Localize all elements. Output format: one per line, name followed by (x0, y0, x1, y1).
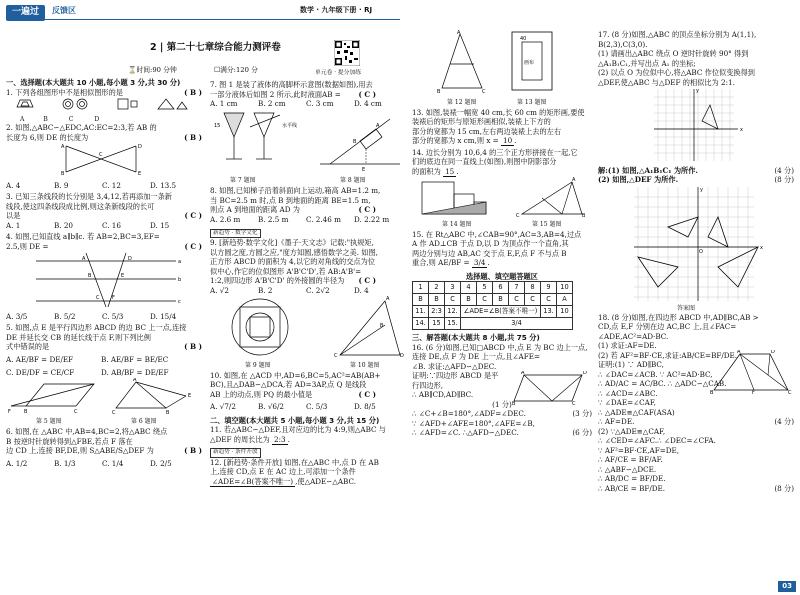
svg-text:F: F (8, 408, 11, 415)
tag-open-condition: 新趋势 · 条件开放 (210, 448, 261, 457)
svg-text:D: D (771, 350, 775, 356)
svg-text:B: B (61, 171, 65, 178)
question-8: 8. 如图,已知梯子沿着斜面向上运动,箱高 AB=1.2 m, 当 BC=2.5 m 时,点 B 到地面的距离 BE=1.5 m, 则点 A 到地面的距离 AD 为 ( C ) A. 2.6 m B. 2.5 m C. 2.46 m D. 2.22 m (210, 186, 390, 224)
question-11: 11. 若△ABC∽△DEF,且对应边的比为 4:9,则△ABC 与 △DEF 的周长比为 2:3 . (210, 425, 386, 444)
svg-text:E: E (121, 273, 125, 280)
question-5: 5. 如图,点 E 是平行四边形 ABCD 的边 BC 上一点,连接 DE 并延长交 CB 的延长线于点 F,则下列比例 式中错误的是 ( B ) A. AE/BF = DE/EF B. AE/BF = BE/EC C. DE/DF = CE/CF D. AB/BF = DE/EF (6, 323, 202, 378)
svg-text:15: 15 (214, 122, 221, 129)
svg-text:B: B (582, 213, 586, 218)
svg-text:C: C (482, 89, 486, 95)
svg-text:a: a (178, 259, 182, 266)
q2-figure (6, 142, 202, 178)
svg-text:C: C (788, 390, 792, 395)
caption-fig6: 第 6 题图 (131, 418, 157, 426)
question-10: 10. 如图,在 △ACD 中,AD=6,BC=5,AC²=AB(AB+ BC),且△DAB∽△DCA,若 AD=3AP,点 Q 是线段 AB 上的动点,则 PQ 的最小值是 ( C ) A. √7/2 B. √6/2 C. 5/3 D. 8/5 (210, 370, 381, 412)
svg-text:D: D (138, 144, 142, 151)
svg-text:B: B (166, 409, 170, 416)
caption-fig15: 第 15 题图 (532, 220, 562, 228)
section-label: 反馈区 (52, 6, 76, 15)
svg-text:A: A (521, 371, 525, 376)
svg-text:E: E (138, 171, 142, 178)
q12-answer[interactable]: ∠ADE=∠B(答案不唯一) (212, 476, 294, 486)
svg-text:D: D (400, 353, 404, 360)
question-9: 新趋势 · 数学文化 9. [新趋势·数学文化]《墨子·天文志》记载:"执规矩, 以方圆之度,方圆之应,"度方知圆,感悟数学之美. 如图, 正方形 ABCD 的面积为 4,以它的对角线的交点为位 似中心,作它的位似图形 A'B'C'D',若 AB:A'B'= 1:2,则四边形 A'B'C'D' 的外接圆的半径为 ( C ) A. √2 B. 2 C. 2√2 D. 4 (210, 230, 378, 295)
q9-q10-figures (210, 295, 406, 359)
section-choice-heading: 一、选择题(本大题共 10 小题,每小题 3 分,共 30 分) (6, 78, 181, 87)
svg-text:40: 40 (520, 36, 527, 42)
svg-text:水平线: 水平线 (282, 122, 298, 129)
q18-figure (710, 350, 794, 394)
question-3: 3. 已知三条线段的长分别是 3,4,12,若再添加一条新 线段,使这四条线段成比例,则这条新线段的长可 以是 ( C ) A. 1 B. 20 C. 16 D. 15 (6, 192, 202, 230)
answer-sheet-numbers: 1 2 3 4 5 6 7 8 9 10 (413, 282, 573, 294)
svg-text:A: A (386, 296, 390, 303)
svg-text:D: D (583, 371, 587, 376)
q2-options: A. 4 B. 9 C. 12 D. 13.5 (6, 180, 177, 190)
caption-fig5: 第 5 题图 (36, 418, 62, 426)
question-6: 6. 如图,在 △ABC 中,AB=4,BC=2,将△ABC 绕点 B 按逆时针旋转得到△FBE,若点 F 落在 边 CD 上,连接 BF,DE,则 S△ABE/S△DEF 为 ( B ) A. 1/2 B. 1/3 C. 1/4 D. 2/5 (6, 427, 202, 468)
unit-note: 单元卷 · 提分加练 (315, 70, 362, 76)
q11-answer[interactable]: 2:3 (274, 434, 286, 444)
caption-fig7: 第 7 题图 (230, 177, 256, 184)
q13-answer[interactable]: 10 (503, 136, 513, 145)
question-7: 7. 图 1 是装了液体的高脚杯示意图(数据如图),用去 一部分液体后如图 2 所示,此时液面AB = ( C ) A. 1 cm B. 2 cm C. 3 cm D. 4 cm (210, 80, 382, 108)
answer-sheet-row-fill-1: 11. 2:3 12. ∠ADE=∠B(答案不唯一) 13. 10 (413, 306, 573, 318)
q1-figures (6, 97, 202, 113)
svg-text:C: C (112, 409, 116, 416)
svg-text:C: C (334, 353, 338, 360)
question-12: 新趋势 · 条件开放 12. [新趋势·条件开放] 如图,在△ABC 中,点 D 在 AB 上,连接 CD,点 E 在 AC 边上,可添加一个条件 ∠ADE=∠B(答案不唯一) ,使△ADE∽△ABC. (210, 449, 379, 486)
answer-sheet-row-fill-2: 14. 15 15. 3/4 (413, 318, 573, 330)
question-18: 18. (8 分)如图,在四边形 ABCD 中,AD∥BC,AB > CD,点 E,F 分别在边 AC,BC 上,且∠FAC= ∠ADE,AC²=AD·BC. (1) 求证:AF=DE. (2) 若 AF²=BF·CE,求证:AB/CE=BF/DE. 证明:(1) ∵ AD∥BC, ∴ ∠DAC=∠ACB. ∵ AC²=AD·BC, ∴ AD/AC = AC/BC. ∴ △ADC∽△CAB. ∴ ∠ACD=∠ABC. ∵ ∠DAE=∠CAF, ∴ △ADE≌△CAF(ASA) ∴ AF=DE. (4 分) (2) ∵△ADE≌△CAF, ∴ ∠CED=∠AFC.∴ ∠DEC=∠CFA. ∵ AF²=BF·CE,AF=DE, ∴ AF/CE = BF/AF. ∴ △ABF∽△DCE. ∴ AB/DC = BF/DE. ∴ AB/CE = BF/DE. (8 分) A D B F C (598, 312, 794, 493)
page-number: 03 (778, 581, 796, 592)
question-2: 2. 如图,△ABC∽△EDC,AC:EC=2:3,若 AB 的 长度为 6,则 DE 的长度为 ( B ) (6, 123, 202, 142)
column-2 (210, 80, 406, 486)
svg-text:x: x (740, 127, 743, 133)
caption-fig8: 第 8 题图 (340, 177, 366, 184)
answer-sheet-table (412, 281, 573, 330)
caption-fig10: 第 10 题图 (350, 361, 380, 369)
svg-text:A: A (133, 377, 137, 383)
svg-text:B: B (512, 401, 516, 405)
section-fill-heading: 二、填空题(本大题共 5 小题,每小题 3 分,共 15 分) (210, 415, 380, 425)
caption-fig12: 第 12 题图 (447, 98, 477, 106)
q17-answer-grid (598, 185, 794, 303)
svg-text:b: b (178, 277, 182, 284)
q15-answer[interactable]: 3/4 (473, 258, 486, 267)
q4-options: A. 3/5 B. 5/2 C. 5/3 D. 15/4 (6, 311, 177, 321)
q5-q6-figures (6, 378, 202, 416)
question-4: 4. 如图,已知直线 a∥b∥c. 若 AB=2,BC=3,EF= 2.5,则 DE = ( C ) (6, 232, 202, 251)
svg-text:F: F (112, 295, 115, 302)
svg-text:y: y (700, 186, 703, 193)
q17-solution-2: (2) 如图,△DEF 为所作. (598, 175, 679, 184)
svg-text:B: B (437, 89, 441, 95)
question-13: 13. 如图,装裱一幅宽 40 cm,长 60 cm 的矩形画,要使 装裱后的矩形与原矩形画相似,装裱上下方的 部分的宽都为 15 cm,左右两边装裱上去的左右 部分的宽都为 x cm,则 x = 10 . (412, 107, 585, 145)
svg-text:F: F (752, 390, 755, 395)
svg-text:C: C (74, 408, 78, 415)
svg-text:B: B (380, 323, 384, 330)
page-title: 2 | 第二十七章综合能力测评卷 (150, 42, 281, 53)
header-rule (6, 19, 400, 20)
question-16: 16. (6 分)如图,已知□ABCD 中,点 E 为 BC 边上一点, 连接 DE,点 F 为 DE 上一点,且∠AFE= ∠B. 求证:△AFD∽△DEC. 证明:∵四边形 ABCD 是平 行四边形, ∴ AB∥CD,AD∥BC. (1 分) ∴ ∠C+∠B=180°,∠ADF=∠DEC. (3 分) ∵ ∠AFD+∠AFE=180°,∠AFE=∠B, ∴ ∠AFD=∠C. ∴△AFD∽△DEC. (6 分) A D B C (412, 342, 592, 437)
svg-text:x: x (760, 244, 763, 251)
q1-option-labels: A B C D (20, 115, 100, 123)
svg-text:A: A (737, 350, 741, 356)
caption-fig13: 第 13 题图 (517, 98, 547, 106)
q14-answer[interactable]: 15 (445, 166, 455, 176)
caption-fig9: 第 9 题图 (245, 361, 271, 369)
svg-text:A: A (61, 144, 65, 151)
time-limit: ⌛时间:90 分钟 (128, 66, 177, 74)
q17-grid (598, 87, 794, 163)
svg-text:O: O (699, 248, 703, 255)
svg-text:D: D (128, 256, 132, 263)
question-14: 14. 边长分别为 10,6,4 的三个正方形拼接在一起,它 们的底边在同一直线上(如图),则图中阴影部分 的面积为 15 . (412, 147, 578, 176)
svg-text:C: C (572, 401, 576, 405)
column-4: 17. (8 分)如图,△ABC 的顶点坐标分别为 A(1,1), B(2,3),C(3,0). (1) 请画出△ABC 绕点 O 逆时针旋转 90° 得到 △A₁B₁C₁,并写出点 A₁ 的坐标; (2) 以点 O 为位似中心,将△ABC 作位似变换得到 △DEF,使△ABC 与△DEF 的相似比为 2:1. x y 解:(1) 如图,△A₁B₁C₁ 为所作. (4 分) (2) 如图,△DEF 为所作. (8 分) x y O 答案图 18. (8 分)如图,在四边形 ABCD 中,AD∥BC,AB > CD,点 E,F 分别在边 AC,BC 上,且∠FAC= ∠ADE,AC²=AD·BC. (1) 求证:AF=DE. (2) 若 AF²=BF·CE,求证:AB/CE=BF/DE. 证明:(1) ∵ AD∥BC, ∴ ∠DAC=∠ACB. ∵ AC²=AD·BC, ∴ AD/AC = AC/BC. ∴ △ADC∽△CAB. ∴ ∠ACD=∠ABC. ∵ ∠DAE=∠CAF, ∴ △ADE≌△CAF(ASA) ∴ AF=DE. (4 分) (2) ∵△ADE≌△CAF, ∴ ∠CED=∠AFC.∴ ∠DEC=∠CFA. ∵ AF²=BF·CE,AF=DE, ∴ AF/CE = BF/AF. ∴ △ABF∽△DCE. ∴ AB/DC = BF/DE. ∴ AB/CE = BF/DE. (8 分) A D B F C (598, 30, 794, 493)
svg-text:C: C (99, 152, 103, 159)
q4-figure (6, 251, 202, 309)
svg-text:C: C (96, 295, 100, 302)
question-17: 17. (8 分)如图,△ABC 的顶点坐标分别为 A(1,1), B(2,3),C(3,0). (1) 请画出△ABC 绕点 O 逆时针旋转 90° 得到 △A₁B₁C₁,并写出点 A₁ 的坐标; (2) 以点 O 为位似中心,将△ABC 作位似变换得到 △DEF,使△ABC 与△DEF 的相似比为 2:1. (598, 30, 757, 87)
svg-text:B: B (24, 408, 28, 415)
full-score: ☐满分:120 分 (214, 66, 258, 74)
svg-text:E: E (188, 392, 192, 399)
svg-text:B: B (353, 138, 357, 145)
subject-label: 数学 · 九年级下册 · RJ (300, 6, 373, 14)
question-1: 1. 下列各组图形中不是相似图形的是 ( B ) (6, 87, 202, 97)
q17-solution-1: 解:(1) 如图,△A₁B₁C₁ 为所作. (598, 165, 698, 175)
frame-label: 画布 (524, 60, 535, 66)
column-1 (6, 78, 206, 468)
qr-code-icon[interactable] (334, 40, 360, 66)
svg-text:E: E (362, 166, 366, 173)
page-header (0, 0, 800, 30)
tag-math-culture: 新趋势 · 数学文化 (210, 229, 261, 238)
svg-text:A: A (457, 30, 461, 36)
svg-text:A: A (82, 256, 86, 263)
q7-q8-figures (210, 109, 406, 175)
column-3 (412, 30, 592, 438)
svg-text:B: B (88, 273, 92, 280)
brand-logo: 一遍过 (6, 5, 45, 21)
svg-text:A: A (376, 122, 380, 129)
section-solve-heading: 三、解答题(本大题共 8 小题,共 75 分) (412, 333, 540, 342)
answer-sheet-letters: B B C B C B C C C A (413, 294, 573, 306)
svg-text:y: y (696, 88, 699, 94)
q16-figure (512, 371, 592, 405)
svg-text:B: B (710, 390, 714, 395)
caption-answer-figure: 答案图 (676, 305, 695, 312)
q12-q13-figures (412, 30, 592, 96)
svg-text:A: A (572, 177, 576, 183)
caption-fig14: 第 14 题图 (442, 220, 472, 228)
svg-text:C: C (516, 213, 520, 218)
answer-sheet-title: 选择题、填空题答题区 (466, 271, 538, 281)
svg-text:c: c (178, 299, 181, 306)
q14-q15-figures (412, 176, 592, 218)
question-15: 15. 在 Rt△ABC 中,∠CAB=90°,AC=3,AB=4,过点 A 作 AD⊥CB 于点 D,以 D 为顶点作一个直角,其 两边分别与边 AB,AC 交于点 E,F,点 F 不与点 B 重合,则 AE/BF = 3/4 . (412, 229, 582, 267)
